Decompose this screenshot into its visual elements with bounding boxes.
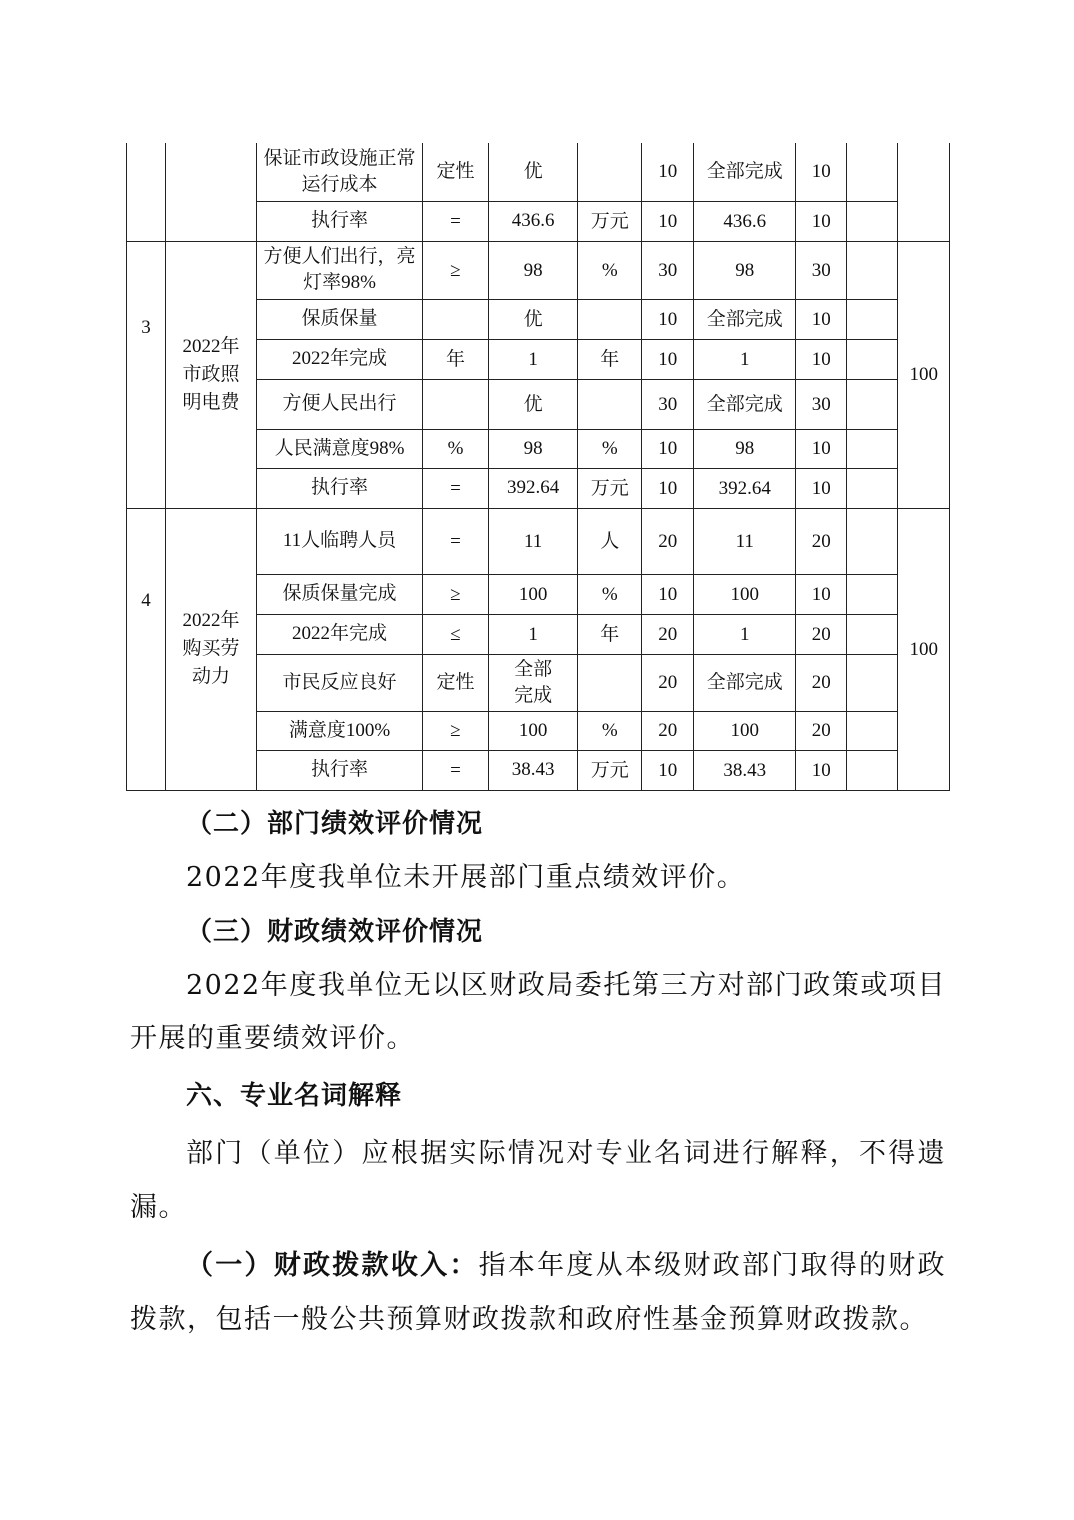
cell-score: 20 [796,711,847,750]
cell-op: = [423,750,489,790]
cell-note [847,574,898,614]
cell-op: 定性 [423,143,489,201]
cell-weight: 20 [642,614,694,654]
cell-weight: 20 [642,654,694,711]
cell-unit [578,654,642,711]
cell-score: 30 [796,241,847,299]
performance-table [126,143,950,791]
cell-weight: 10 [642,750,694,790]
cell-op: ≤ [423,614,489,654]
cell-op [423,299,489,339]
cell-score: 20 [796,508,847,574]
cell-target: 1 [489,339,578,379]
cell-seq [127,143,166,241]
cell-seq: 3 [127,241,166,508]
cell-actual: 1 [694,339,796,379]
section6-text: 部门（单位）应根据实际情况对专业名词进行解释，不得遗漏。 [130,1138,946,1223]
cell-actual: 全部完成 [694,143,796,201]
cell-weight: 10 [642,201,694,241]
cell-indicator: 执行率 [257,201,423,241]
section3-text: 2022年度我单位无以区财政局委托第三方对部门政策或项目开展的重要绩效评价。 [130,970,946,1054]
cell-total: 100 [898,508,950,790]
cell-unit [578,299,642,339]
cell-note [847,143,898,201]
cell-actual: 全部完成 [694,654,796,711]
cell-note [847,201,898,241]
cell-indicator: 执行率 [257,468,423,508]
cell-weight: 20 [642,508,694,574]
cell-project [166,143,257,241]
cell-note [847,379,898,429]
cell-op: 年 [423,339,489,379]
cell-unit: 年 [578,614,642,654]
cell-indicator: 人民满意度98% [257,429,423,468]
cell-seq: 4 [127,508,166,790]
cell-indicator: 满意度100% [257,711,423,750]
cell-note [847,468,898,508]
cell-unit: 万元 [578,750,642,790]
cell-actual: 全部完成 [694,379,796,429]
cell-target: 11 [489,508,578,574]
cell-op: ≥ [423,574,489,614]
cell-unit: % [578,429,642,468]
cell-score: 20 [796,654,847,711]
cell-score: 10 [796,468,847,508]
body-text [130,797,946,1347]
section3-heading: （三）财政绩效评价情况 [186,917,484,947]
cell-actual: 38.43 [694,750,796,790]
cell-op: = [423,508,489,574]
cell-weight: 10 [642,429,694,468]
cell-note [847,750,898,790]
cell-target: 38.43 [489,750,578,790]
cell-indicator: 市民反应良好 [257,654,423,711]
cell-note [847,429,898,468]
cell-unit [578,379,642,429]
cell-score: 30 [796,379,847,429]
cell-note [847,654,898,711]
cell-actual: 11 [694,508,796,574]
cell-actual: 100 [694,574,796,614]
cell-target: 436.6 [489,201,578,241]
cell-note [847,614,898,654]
cell-weight: 20 [642,711,694,750]
term1-text: 指本年度从本级财政部门取得的财政拨款，包括一般公共预算财政拨款和政府性基金预算财政拨款。 [130,1250,947,1335]
cell-unit: 年 [578,339,642,379]
cell-total [898,143,950,241]
cell-actual: 1 [694,614,796,654]
cell-weight: 10 [642,574,694,614]
table-row [127,143,950,201]
cell-indicator: 执行率 [257,750,423,790]
cell-note [847,711,898,750]
cell-indicator: 方便人民出行 [257,379,423,429]
cell-unit: % [578,574,642,614]
section2-heading: （二）部门绩效评价情况 [186,809,484,839]
cell-unit: 人 [578,508,642,574]
cell-op [423,379,489,429]
cell-actual: 436.6 [694,201,796,241]
cell-unit: 万元 [578,468,642,508]
cell-score: 10 [796,299,847,339]
cell-target: 优 [489,379,578,429]
cell-indicator: 保质保量完成 [257,574,423,614]
cell-op: = [423,468,489,508]
cell-indicator: 2022年完成 [257,339,423,379]
cell-weight: 10 [642,339,694,379]
cell-target: 优 [489,299,578,339]
table-row [127,508,950,574]
cell-score: 10 [796,143,847,201]
cell-project: 2022年购买劳动力 [166,508,257,790]
cell-total: 100 [898,241,950,508]
cell-unit: % [578,241,642,299]
cell-indicator: 保证市政设施正常运行成本 [257,143,423,201]
cell-project: 2022年市政照明电费 [166,241,257,508]
cell-unit: % [578,711,642,750]
cell-target: 100 [489,711,578,750]
cell-score: 10 [796,339,847,379]
cell-score: 10 [796,750,847,790]
cell-op: 定性 [423,654,489,711]
cell-target: 98 [489,429,578,468]
cell-note [847,508,898,574]
cell-indicator: 2022年完成 [257,614,423,654]
cell-op: = [423,201,489,241]
cell-indicator: 方便人们出行，亮灯率98% [257,241,423,299]
cell-actual: 98 [694,429,796,468]
cell-actual: 392.64 [694,468,796,508]
cell-weight: 10 [642,299,694,339]
cell-indicator: 11人临聘人员 [257,508,423,574]
cell-actual: 全部完成 [694,299,796,339]
cell-score: 20 [796,614,847,654]
cell-weight: 30 [642,379,694,429]
table-row [127,241,950,299]
cell-target: 1 [489,614,578,654]
section6-heading: 六、专业名词解释 [186,1081,403,1111]
cell-target: 优 [489,143,578,201]
section2-text: 2022年度我单位未开展部门重点绩效评价。 [186,862,746,893]
cell-score: 10 [796,574,847,614]
cell-target: 全部完成 [489,654,578,711]
cell-unit [578,143,642,201]
cell-actual: 98 [694,241,796,299]
cell-op: % [423,429,489,468]
cell-op: ≥ [423,241,489,299]
cell-weight: 30 [642,241,694,299]
cell-note [847,339,898,379]
cell-indicator: 保质保量 [257,299,423,339]
cell-weight: 10 [642,468,694,508]
cell-score: 10 [796,201,847,241]
cell-target: 98 [489,241,578,299]
cell-unit: 万元 [578,201,642,241]
term1-label: （一）财政拨款收入： [186,1250,479,1281]
cell-weight: 10 [642,143,694,201]
cell-target: 392.64 [489,468,578,508]
cell-op: ≥ [423,711,489,750]
cell-note [847,299,898,339]
cell-target: 100 [489,574,578,614]
cell-note [847,241,898,299]
cell-actual: 100 [694,711,796,750]
term1-paragraph [130,1239,946,1347]
cell-score: 10 [796,429,847,468]
